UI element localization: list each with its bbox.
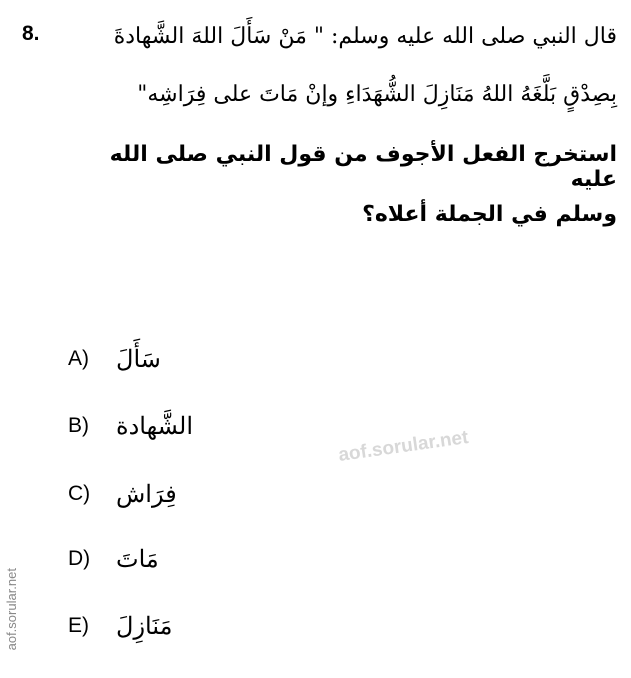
question-line-1: قال النبي صلى الله عليه وسلم: " مَنْ سَأَلَ اللهَ الشَّهادةَ bbox=[113, 24, 617, 49]
option-label: E) bbox=[68, 614, 89, 637]
option-c[interactable] bbox=[68, 480, 177, 508]
question-number: 8. bbox=[22, 22, 40, 45]
option-text: مَنَازِلَ bbox=[116, 612, 173, 640]
option-text: فِرَاش bbox=[116, 480, 177, 508]
option-text: مَاتَ bbox=[116, 545, 159, 573]
option-text: سَأَلَ bbox=[116, 345, 161, 373]
question-prompt-line-2: وسلم في الجملة أعلاه؟ bbox=[362, 202, 617, 227]
option-b[interactable] bbox=[68, 412, 193, 440]
option-label: A) bbox=[68, 347, 89, 370]
question-line-2: بِصِدْقٍ بَلَّغَهُ اللهُ مَنَازِلَ الشُّهَدَاءِ وإنْ مَاتَ على فِرَاشِه" bbox=[137, 82, 617, 107]
option-label: B) bbox=[68, 414, 89, 437]
side-watermark: aof.sorular.net bbox=[4, 568, 19, 651]
option-text: الشَّهادة bbox=[116, 412, 194, 440]
question-prompt-line-1: استخرج الفعل الأجوف من قول النبي صلى الله عليه bbox=[109, 142, 617, 192]
option-label: C) bbox=[68, 482, 91, 505]
watermark: aof.sorular.net bbox=[337, 426, 470, 467]
option-d[interactable] bbox=[68, 545, 159, 573]
option-label: D) bbox=[68, 547, 91, 570]
option-e[interactable] bbox=[68, 612, 172, 640]
option-a[interactable] bbox=[68, 345, 161, 373]
